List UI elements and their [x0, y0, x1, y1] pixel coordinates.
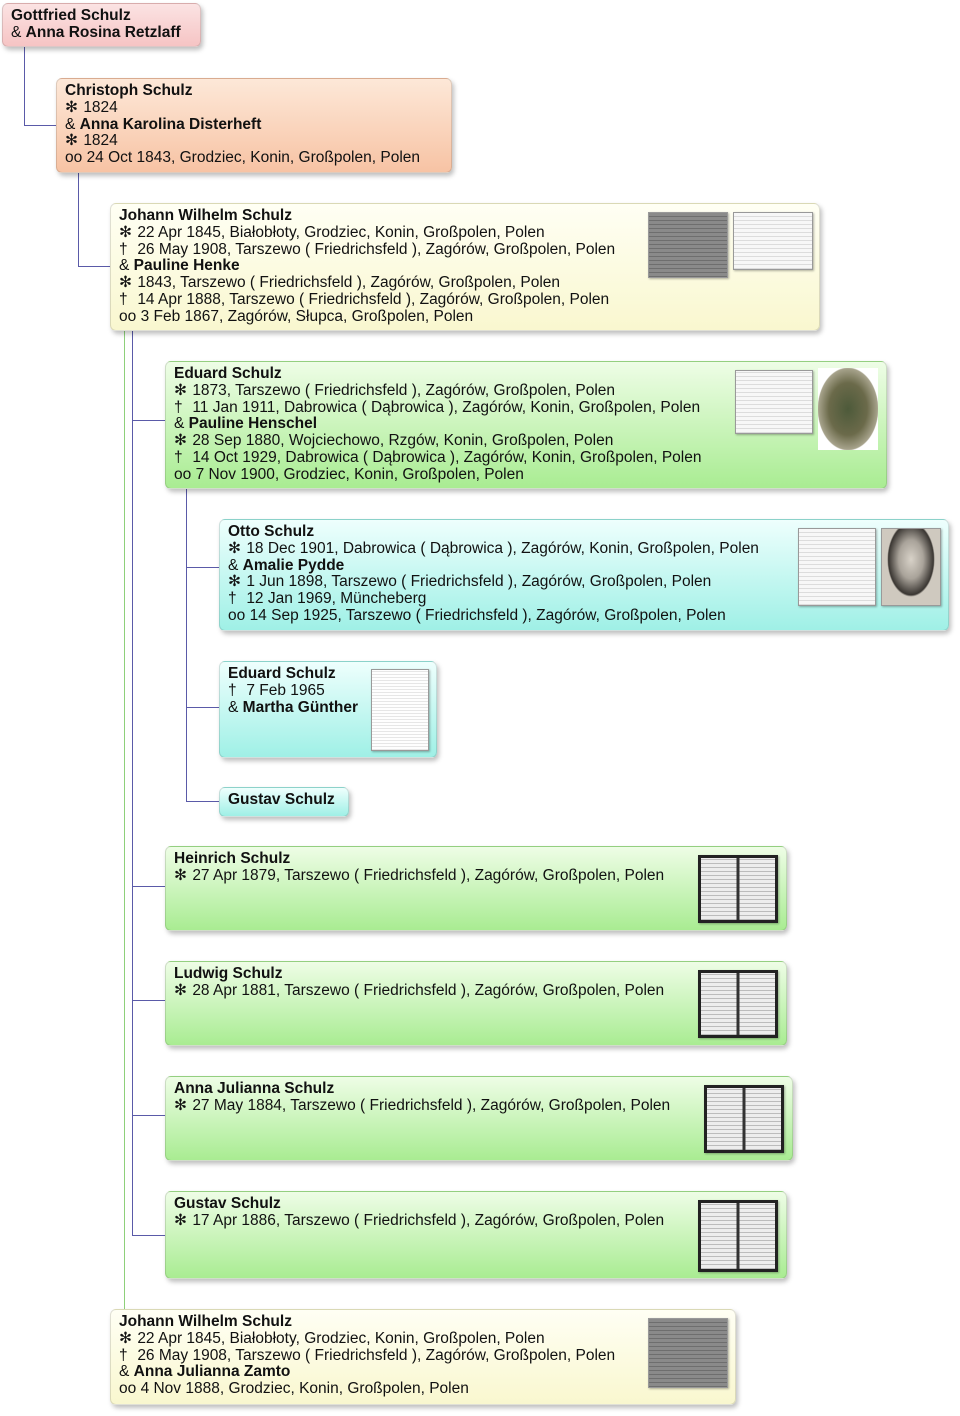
spouse-symbol: &: [174, 415, 185, 433]
person-name: Johann Wilhelm Schulz: [119, 207, 292, 224]
person-card-heinrich-schulz[interactable]: [165, 846, 787, 931]
marriage-info: 24 Oct 1843, Grodziec, Konin, Großpolen, Polen: [86, 149, 421, 167]
person-name: Gottfried Schulz: [11, 7, 131, 24]
spouse-symbol: &: [228, 698, 239, 716]
marriage-info: 4 Nov 1888, Grodziec, Konin, Großpolen, Polen: [140, 1380, 469, 1398]
spouse-birth-info: 1843, Tarszewo ( Friedrichsfeld ), Zagórów, Großpolen, Polen: [137, 274, 561, 292]
person-name: Ludwig Schulz: [174, 965, 283, 982]
marriage-symbol: oo: [119, 1380, 137, 1398]
death-info: 26 May 1908, Tarszewo ( Friedrichsfeld ), Zagórów, Großpolen, Polen: [137, 1346, 616, 1364]
spouse-name: Pauline Henschel: [188, 415, 318, 433]
marriage-symbol: oo: [119, 307, 137, 325]
person-name: Otto Schulz: [228, 523, 315, 540]
birth-info: 17 Apr 1886, Tarszewo ( Friedrichsfeld ), Zagórów, Großpolen, Polen: [192, 1211, 665, 1229]
death-symbol: †: [228, 590, 237, 608]
death-symbol: †: [119, 290, 128, 308]
spouse-name: Anna Karolina Disterheft: [79, 115, 262, 133]
birth-info: 22 Apr 1845, Białobłoty, Grodziec, Konin, Großpolen, Polen: [137, 1329, 545, 1347]
birth-info: 27 Apr 1879, Tarszewo ( Friedrichsfeld ), Zagórów, Großpolen, Polen: [192, 866, 665, 884]
birth-symbol: ✻: [228, 573, 241, 591]
connector-b3-b11: [133, 1115, 166, 1236]
connector-b3-b10: [133, 1000, 166, 1116]
marriage-symbol: oo: [228, 606, 246, 624]
marriage-info: 14 Sep 1925, Tarszewo ( Friedrichsfeld ), Zagórów, Großpolen, Polen: [249, 606, 726, 624]
person-card-ludwig-schulz[interactable]: [165, 961, 787, 1046]
person-card-eduard-schulz[interactable]: [165, 361, 887, 489]
spouse-name: Amalie Pydde: [242, 556, 345, 574]
connector-b3-b4: [133, 330, 166, 421]
spouse-symbol: &: [65, 115, 76, 133]
person-name: Christoph Schulz: [65, 82, 193, 99]
person-card-gustav-schulz[interactable]: [219, 787, 349, 817]
document-thumbnail-image[interactable]: [733, 212, 813, 270]
birth-info: 1824: [83, 98, 118, 116]
birth-symbol: ✻: [65, 132, 78, 150]
marriage-info: 3 Feb 1867, Zagórów, Słupca, Großpolen, Polen: [140, 307, 474, 325]
person-card-eduard-schulz-2[interactable]: [219, 661, 437, 758]
portrait-photo-image[interactable]: [881, 528, 941, 606]
birth-symbol: ✻: [174, 866, 187, 884]
person-name: Eduard Schulz: [174, 365, 282, 382]
person-name: Anna Julianna Schulz: [174, 1080, 335, 1097]
person-name: Gustav Schulz: [228, 791, 335, 808]
connector-b1-b2: [25, 46, 57, 126]
spouse-name: Anna Rosina Retzlaff: [25, 23, 181, 41]
birth-symbol: ✻: [174, 981, 187, 999]
person-name: Heinrich Schulz: [174, 850, 291, 867]
document-thumbnail-image[interactable]: [798, 528, 876, 606]
person-card-otto-schulz[interactable]: [219, 519, 949, 631]
death-symbol: †: [119, 240, 128, 258]
document-thumbnail-image[interactable]: [648, 212, 728, 278]
death-symbol: †: [174, 448, 183, 466]
spouse-birth-info: 28 Sep 1880, Wojciechowo, Rzgów, Konin, Großpolen, Polen: [192, 432, 614, 450]
spouse-symbol: &: [119, 1363, 130, 1381]
person-card-johann-wilhelm-schulz[interactable]: [110, 203, 820, 331]
birth-symbol: ✻: [119, 223, 132, 241]
leaf-photo-image[interactable]: [818, 368, 878, 450]
death-info: 26 May 1908, Tarszewo ( Friedrichsfeld ), Zagórów, Großpolen, Polen: [137, 240, 616, 258]
spouse-death-info: 14 Apr 1888, Tarszewo ( Friedrichsfeld ), Zagórów, Großpolen, Polen: [137, 290, 610, 308]
marriage-symbol: oo: [65, 149, 83, 167]
spouse-death-info: 12 Jan 1969, Müncheberg: [246, 590, 427, 608]
person-card-christoph-schulz[interactable]: [56, 78, 452, 173]
death-symbol: †: [174, 398, 183, 416]
register-thumbnail-image[interactable]: [704, 1085, 784, 1153]
person-card-gottfried-schulz[interactable]: [2, 3, 201, 47]
birth-info: 28 Apr 1881, Tarszewo ( Friedrichsfeld ), Zagórów, Großpolen, Polen: [192, 981, 665, 999]
birth-symbol: ✻: [119, 1329, 132, 1347]
document-thumbnail-image[interactable]: [735, 370, 813, 434]
connector-b3-b8: [133, 420, 166, 887]
connector-b2-b3: [79, 172, 111, 267]
birth-symbol: ✻: [174, 1211, 187, 1229]
connector-b4-b5: [187, 488, 220, 568]
spouse-symbol: &: [11, 23, 22, 41]
person-name: Gustav Schulz: [174, 1195, 281, 1212]
birth-info: 1873, Tarszewo ( Friedrichsfeld ), Zagórów, Großpolen, Polen: [192, 381, 616, 399]
spouse-name: Martha Günther: [242, 698, 359, 716]
birth-symbol: ✻: [119, 274, 132, 292]
register-thumbnail-image[interactable]: [698, 1200, 778, 1272]
birth-symbol: ✻: [174, 381, 187, 399]
document-thumbnail-image[interactable]: [371, 669, 429, 751]
birth-info: 18 Dec 1901, Dabrowica ( Dąbrowica ), Zagórów, Konin, Großpolen, Polen: [246, 539, 759, 557]
birth-symbol: ✻: [65, 98, 78, 116]
spouse-symbol: &: [119, 257, 130, 275]
spouse-birth-info: 1 Jun 1898, Tarszewo ( Friedrichsfeld ), Zagórów, Großpolen, Polen: [246, 573, 712, 591]
death-info: 7 Feb 1965: [246, 681, 325, 699]
birth-info: 27 May 1884, Tarszewo ( Friedrichsfeld ), Zagórów, Großpolen, Polen: [192, 1096, 671, 1114]
spouse-name: Pauline Henke: [133, 257, 240, 275]
birth-symbol: ✻: [228, 539, 241, 557]
birth-symbol: ✻: [174, 432, 187, 450]
spouse-name: Anna Julianna Zamto: [133, 1363, 291, 1381]
person-card-johann-wilhelm-schulz-2[interactable]: [110, 1309, 736, 1405]
person-name: Eduard Schulz: [228, 665, 336, 682]
person-card-gustav-schulz-2[interactable]: [165, 1191, 787, 1279]
birth-symbol: ✻: [174, 1096, 187, 1114]
connector-b4-b6: [187, 567, 220, 708]
marriage-info: 7 Nov 1900, Grodziec, Konin, Großpolen, Polen: [195, 465, 524, 483]
death-symbol: †: [119, 1346, 128, 1364]
connector-b3-b9: [133, 886, 166, 1001]
register-thumbnail-image[interactable]: [698, 855, 778, 923]
document-thumbnail-image[interactable]: [648, 1318, 728, 1388]
spouse-death-info: 14 Oct 1929, Dabrowica ( Dąbrowica ), Zagórów, Konin, Großpolen, Polen: [192, 448, 702, 466]
person-name: Johann Wilhelm Schulz: [119, 1313, 292, 1330]
register-thumbnail-image[interactable]: [698, 970, 778, 1038]
person-card-anna-julianna-schulz[interactable]: [165, 1076, 793, 1161]
connector-b4-b7: [187, 707, 220, 802]
death-info: 11 Jan 1911, Dabrowica ( Dąbrowica ), Zagórów, Konin, Großpolen, Polen: [192, 398, 701, 416]
spouse-symbol: &: [228, 556, 239, 574]
marriage-symbol: oo: [174, 465, 192, 483]
death-symbol: †: [228, 681, 237, 699]
spouse-birth-info: 1824: [83, 132, 118, 150]
birth-info: 22 Apr 1845, Białobłoty, Grodziec, Konin, Großpolen, Polen: [137, 223, 545, 241]
